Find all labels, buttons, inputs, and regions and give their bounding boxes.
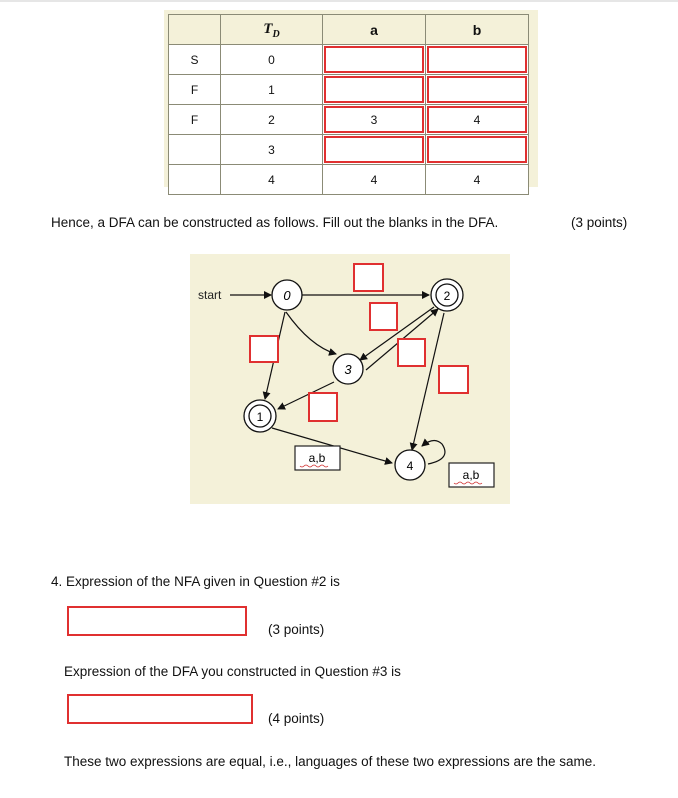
cell-2-a[interactable]: [323, 105, 426, 135]
blank-edge-3-2[interactable]: [370, 303, 397, 330]
state-2: [431, 279, 463, 311]
blank-cell-3-a[interactable]: [323, 135, 426, 165]
row-label: F: [169, 105, 221, 135]
blank-box[interactable]: [324, 136, 424, 163]
edge-label-4-4-text: a,b: [462, 468, 480, 482]
table-row: [169, 75, 529, 105]
blank-cell-0-a[interactable]: [323, 45, 426, 75]
blank-box[interactable]: [324, 76, 424, 103]
transition-table: [168, 14, 529, 195]
row-label: F: [169, 75, 221, 105]
table-row: [169, 105, 529, 135]
edge-4-4-self-loop: [422, 440, 445, 464]
dfa-expr-text: Expression of the DFA you constructed in Question #3 is: [64, 664, 401, 679]
cell-value: 3: [370, 112, 378, 127]
table-row: [169, 165, 529, 195]
transition-table-panel: [164, 10, 538, 187]
start-label: start: [198, 288, 222, 302]
edge-label-1-4: [295, 446, 340, 470]
q4-text: 4. Expression of the NFA given in Question #2 is: [51, 574, 340, 589]
blank-cell-3-b[interactable]: [426, 135, 529, 165]
blank-box[interactable]: [324, 46, 424, 73]
q4-points: (3 points): [268, 622, 325, 637]
state-0-label: 0: [283, 288, 291, 303]
page-top-border: [0, 0, 678, 2]
blank-box[interactable]: [427, 76, 527, 103]
state-1: [244, 400, 276, 432]
blank-edge-0-2[interactable]: [354, 264, 383, 291]
row-td: 2: [221, 105, 323, 135]
edge-3-0: [286, 312, 336, 354]
blank-box[interactable]: [427, 136, 527, 163]
edge-label-1-4-text: a,b: [308, 451, 326, 465]
row-td: 3: [221, 135, 323, 165]
blank-edge-3-1[interactable]: [309, 393, 337, 421]
blank-cell-1-a[interactable]: [323, 75, 426, 105]
state-4-label: 4: [406, 459, 414, 473]
table-header-row: [169, 15, 529, 45]
cell-2-b[interactable]: [426, 105, 529, 135]
state-0: [272, 280, 302, 310]
header-td-subscript: D: [272, 28, 280, 40]
blank-cell-1-b[interactable]: [426, 75, 529, 105]
dfa-diagram-svg: [190, 254, 510, 504]
header-td: [221, 15, 323, 45]
cell-value: 4: [473, 112, 481, 127]
table-row: [169, 135, 529, 165]
state-2-label: 2: [443, 289, 451, 303]
header-td-letter: T: [263, 20, 273, 37]
row-td: 0: [221, 45, 323, 75]
row-label: [169, 165, 221, 195]
blank-edge-2-4[interactable]: [439, 366, 468, 393]
header-a: a: [323, 15, 426, 45]
row-label: S: [169, 45, 221, 75]
header-label-col: [169, 15, 221, 45]
dfa-expr-points: (4 points): [268, 711, 325, 726]
row-td: 1: [221, 75, 323, 105]
cell-4-a: 4: [323, 165, 426, 195]
blank-cell-0-b[interactable]: [426, 45, 529, 75]
q3-points: (3 points): [571, 215, 628, 230]
row-label: [169, 135, 221, 165]
dfa-expression-input[interactable]: [67, 694, 253, 724]
table-row: [169, 45, 529, 75]
q3-instruction: Hence, a DFA can be constructed as follows. Fill out the blanks in the DFA.: [51, 215, 499, 230]
edge-label-4-4: [449, 463, 494, 487]
dfa-diagram: [190, 254, 510, 504]
blank-box[interactable]: [427, 46, 527, 73]
blank-edge-0-1[interactable]: [250, 336, 278, 362]
conclusion-text: These two expressions are equal, i.e., languages of these two expressions are the same.: [64, 754, 597, 769]
blank-edge-2-3[interactable]: [398, 339, 425, 366]
state-3-label: 3: [344, 362, 352, 377]
row-td: 4: [221, 165, 323, 195]
state-4: [395, 450, 425, 480]
cell-4-b: 4: [426, 165, 529, 195]
state-1-label: 1: [256, 410, 264, 424]
header-b: b: [426, 15, 529, 45]
nfa-expression-input[interactable]: [67, 606, 247, 636]
state-3: [333, 354, 363, 384]
